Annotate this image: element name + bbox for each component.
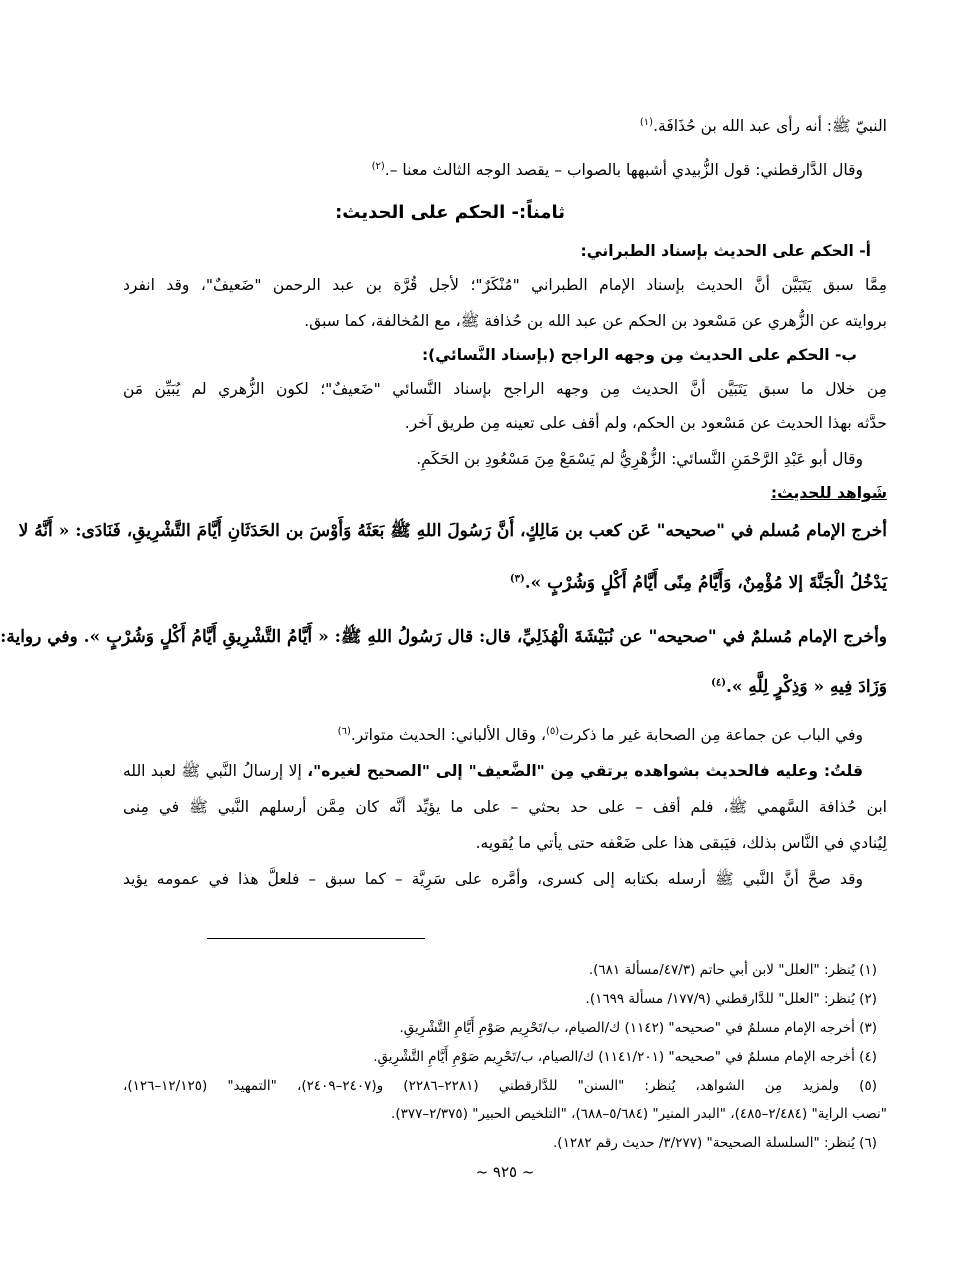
footnote-4: (٤) أخرجه الإمام مسلمٌ في "صحيحه" (١١٤١/٢٠١) ك/الصيام، ب/تَحْرِيم صَوْمِ أَيَّامِ التَّشْرِيقِ. xyxy=(373,1049,877,1065)
footnote-ref: (٥) xyxy=(545,725,560,737)
body-line-2 xyxy=(99,155,863,185)
footnote-1: (١) يُنظر: "العلل" لابن أبي حاتم (٤٧/٣/مسألة ٦٨١). xyxy=(588,962,877,978)
paragraph-b-line-2: حدَّثه بهذا الحديث عن مَسْعود بن الحكم، ولم أقف على تعينه مِن طريق آخر. xyxy=(404,414,887,432)
footnote-ref: (٤) xyxy=(711,677,726,689)
body-text: وقال الدَّارقطني: قول الزُّبيدي أشبهها بالصواب – يقصد الوجه الثالث معنا –. xyxy=(384,161,863,179)
footnote-ref: (١) xyxy=(639,116,654,128)
footnote-5-line-2: "نصب الراية" (٢/٤٨٤–٤٨٥)، "البدر المنير" (٥/٦٨٤–٦٨٨)، "التلخيص الحبير" (٢/٣٧٥–٣٧٧). xyxy=(391,1106,887,1122)
section-heading: ثامناً:- الحكم على الحديث: xyxy=(335,202,565,223)
hadith-text: يَدْخُلُ الْجَنَّةَ إلا مُؤْمِنٌ، وَأَيَّامُ مِنًى أَيَّامُ أَكْلٍ وَشُرْبٍ ». xyxy=(524,573,887,593)
paragraph-b-line-3: وقال أبو عَبْدِ الرَّحْمَنِ النَّسائي: الزُّهْرِيُّ لم يَسْمَعْ مِنَ مَسْعُودِ بن الحَكَمِ. xyxy=(416,450,863,468)
hadith-2-line-1: وأخرج الإمام مُسلمٌ في "صحيحه" عن نُبَيْشَةَ الْهُذَلِيِّ، قال: قال رَسُولُ اللهِ ﷺ: « أَيَّامُ التَّشْرِيقِ أَيَّامُ أَكْلٍ وَشُرْبٍ ». وفي رواية: xyxy=(0,627,887,647)
witnesses-title: شَواهد للحديث: xyxy=(770,484,887,502)
footnote-2: (٢) يُنظر: "العلل" للدَّارقطني (١٧٧/٩/ مسألة ١٦٩٩). xyxy=(585,991,877,1007)
body-text: إلا إرسالُ النَّبي ﷺ لعبد الله xyxy=(123,762,308,780)
footnote-5-line-1: (٥) ولمزيد مِن الشواهد، يُنظر: "السنن" للدَّارقطني (٢٢٨١–٢٢٨٦) و(٢٤٠٧–٢٤٠٩)، "التمهيد" (١٢/١٢٥–١٢٦)، xyxy=(123,1078,877,1094)
body-text: النبيّ ﷺ: أنه رأى عبد الله بن حُذَافَة. xyxy=(653,117,887,135)
footnote-3: (٣) أخرجه الإمام مسلمٌ في "صحيحه" (١١٤٢) ك/الصيام، ب/تَحْرِيم صَوْمِ أَيَّامِ التَّشْرِيقِ. xyxy=(399,1020,877,1036)
opinion-line-1 xyxy=(123,756,863,786)
body-text: وفي الباب عن جماعة مِن الصحابة غير ما ذكرت xyxy=(559,726,863,744)
footnote-ref: (٣) xyxy=(509,573,525,585)
footnote-ref: (٢) xyxy=(371,160,385,172)
conclusion-line-1 xyxy=(99,720,863,750)
opinion-bold-text: قلتُ: وعليه فالحديث بشواهده يرتقي مِن "الضَّعيف" إلى "الصحيح لغيره"، xyxy=(307,762,864,780)
opinion-line-4: وقد صحَّ أنَّ النَّبي ﷺ أرسله بكتابه إلى كسرى، وأمَّره على سَرِيَّة – كما سبق – فلعلَّ هذا في عمومه يؤيد xyxy=(123,870,863,888)
paragraph-b-line-1: مِن خلال ما سبق يَتَبَيَّن أنَّ الحديث مِن وجهه الراجح بإسناد النَّسائي "ضَعيفٌ"؛ لكون الزُّهري لم يُبَيِّن مَن xyxy=(123,380,887,398)
hadith-1-line-1: أخرج الإمام مُسلم في "صحيحه" عَن كعب بن مَالِكٍ، أَنَّ رَسُولَ اللهِ ﷺ بَعَثَهُ وَأَوْسَ بن الحَدَثَانِ أَيَّامَ التَّشْرِيقِ، فَنَادَى: « أَنَّهُ لا xyxy=(18,521,887,541)
paragraph-a-line-2: بروايته عن الزُّهري عن مَسْعود بن الحكم عن عبد الله بن حُذافة ﷺ، مع المُخالفة، كما سبق. xyxy=(304,312,887,330)
body-line-1 xyxy=(123,111,887,141)
footnote-separator xyxy=(207,938,425,939)
footnote-ref: (٦) xyxy=(337,725,351,737)
opinion-line-3: لِيُنادي في النَّاس بذلك، فيَبقى هذا على ضَعْفه حتى يأتي ما يُقويه. xyxy=(475,834,887,852)
hadith-1-line-2 xyxy=(123,566,887,600)
hadith-text: وَزَادَ فِيهِ « وَذِكْرٍ لِلَّهِ ». xyxy=(725,677,887,697)
body-text: ، وقال الألباني: الحديث متواتر. xyxy=(350,726,546,744)
opinion-line-2: ابن حُذافة السَّهمي ﷺ، فلم أقف – على حد بحثي – على ما يؤيِّد أنَّه كان مِمَّن أرسلهم النَّبي ﷺ في مِنى xyxy=(123,798,887,816)
page-number: ~ ٩٢٥ ~ xyxy=(475,1163,535,1181)
footnote-6: (٦) يُنظر: "السلسلة الصحيحة" (٣/٢٧٧/ حديث رقم ١٢٨٢). xyxy=(553,1135,877,1151)
subsection-b-title: ب- الحكم على الحديث مِن وجهه الراجح (بإسناد النَّسائي): xyxy=(421,346,857,364)
hadith-2-line-2 xyxy=(123,670,887,704)
paragraph-a-line-1: مِمَّا سبق يَتَبَيَّن أنَّ الحديث بإسناد الإمام الطبراني "مُنْكَرٌ"؛ لأجل قُرَّة بن عبد الرحمن "ضَعيفٌ"، وقد انفرد xyxy=(123,276,887,294)
subsection-a-title: أ- الحكم على الحديث بإسناد الطبراني: xyxy=(580,242,871,260)
